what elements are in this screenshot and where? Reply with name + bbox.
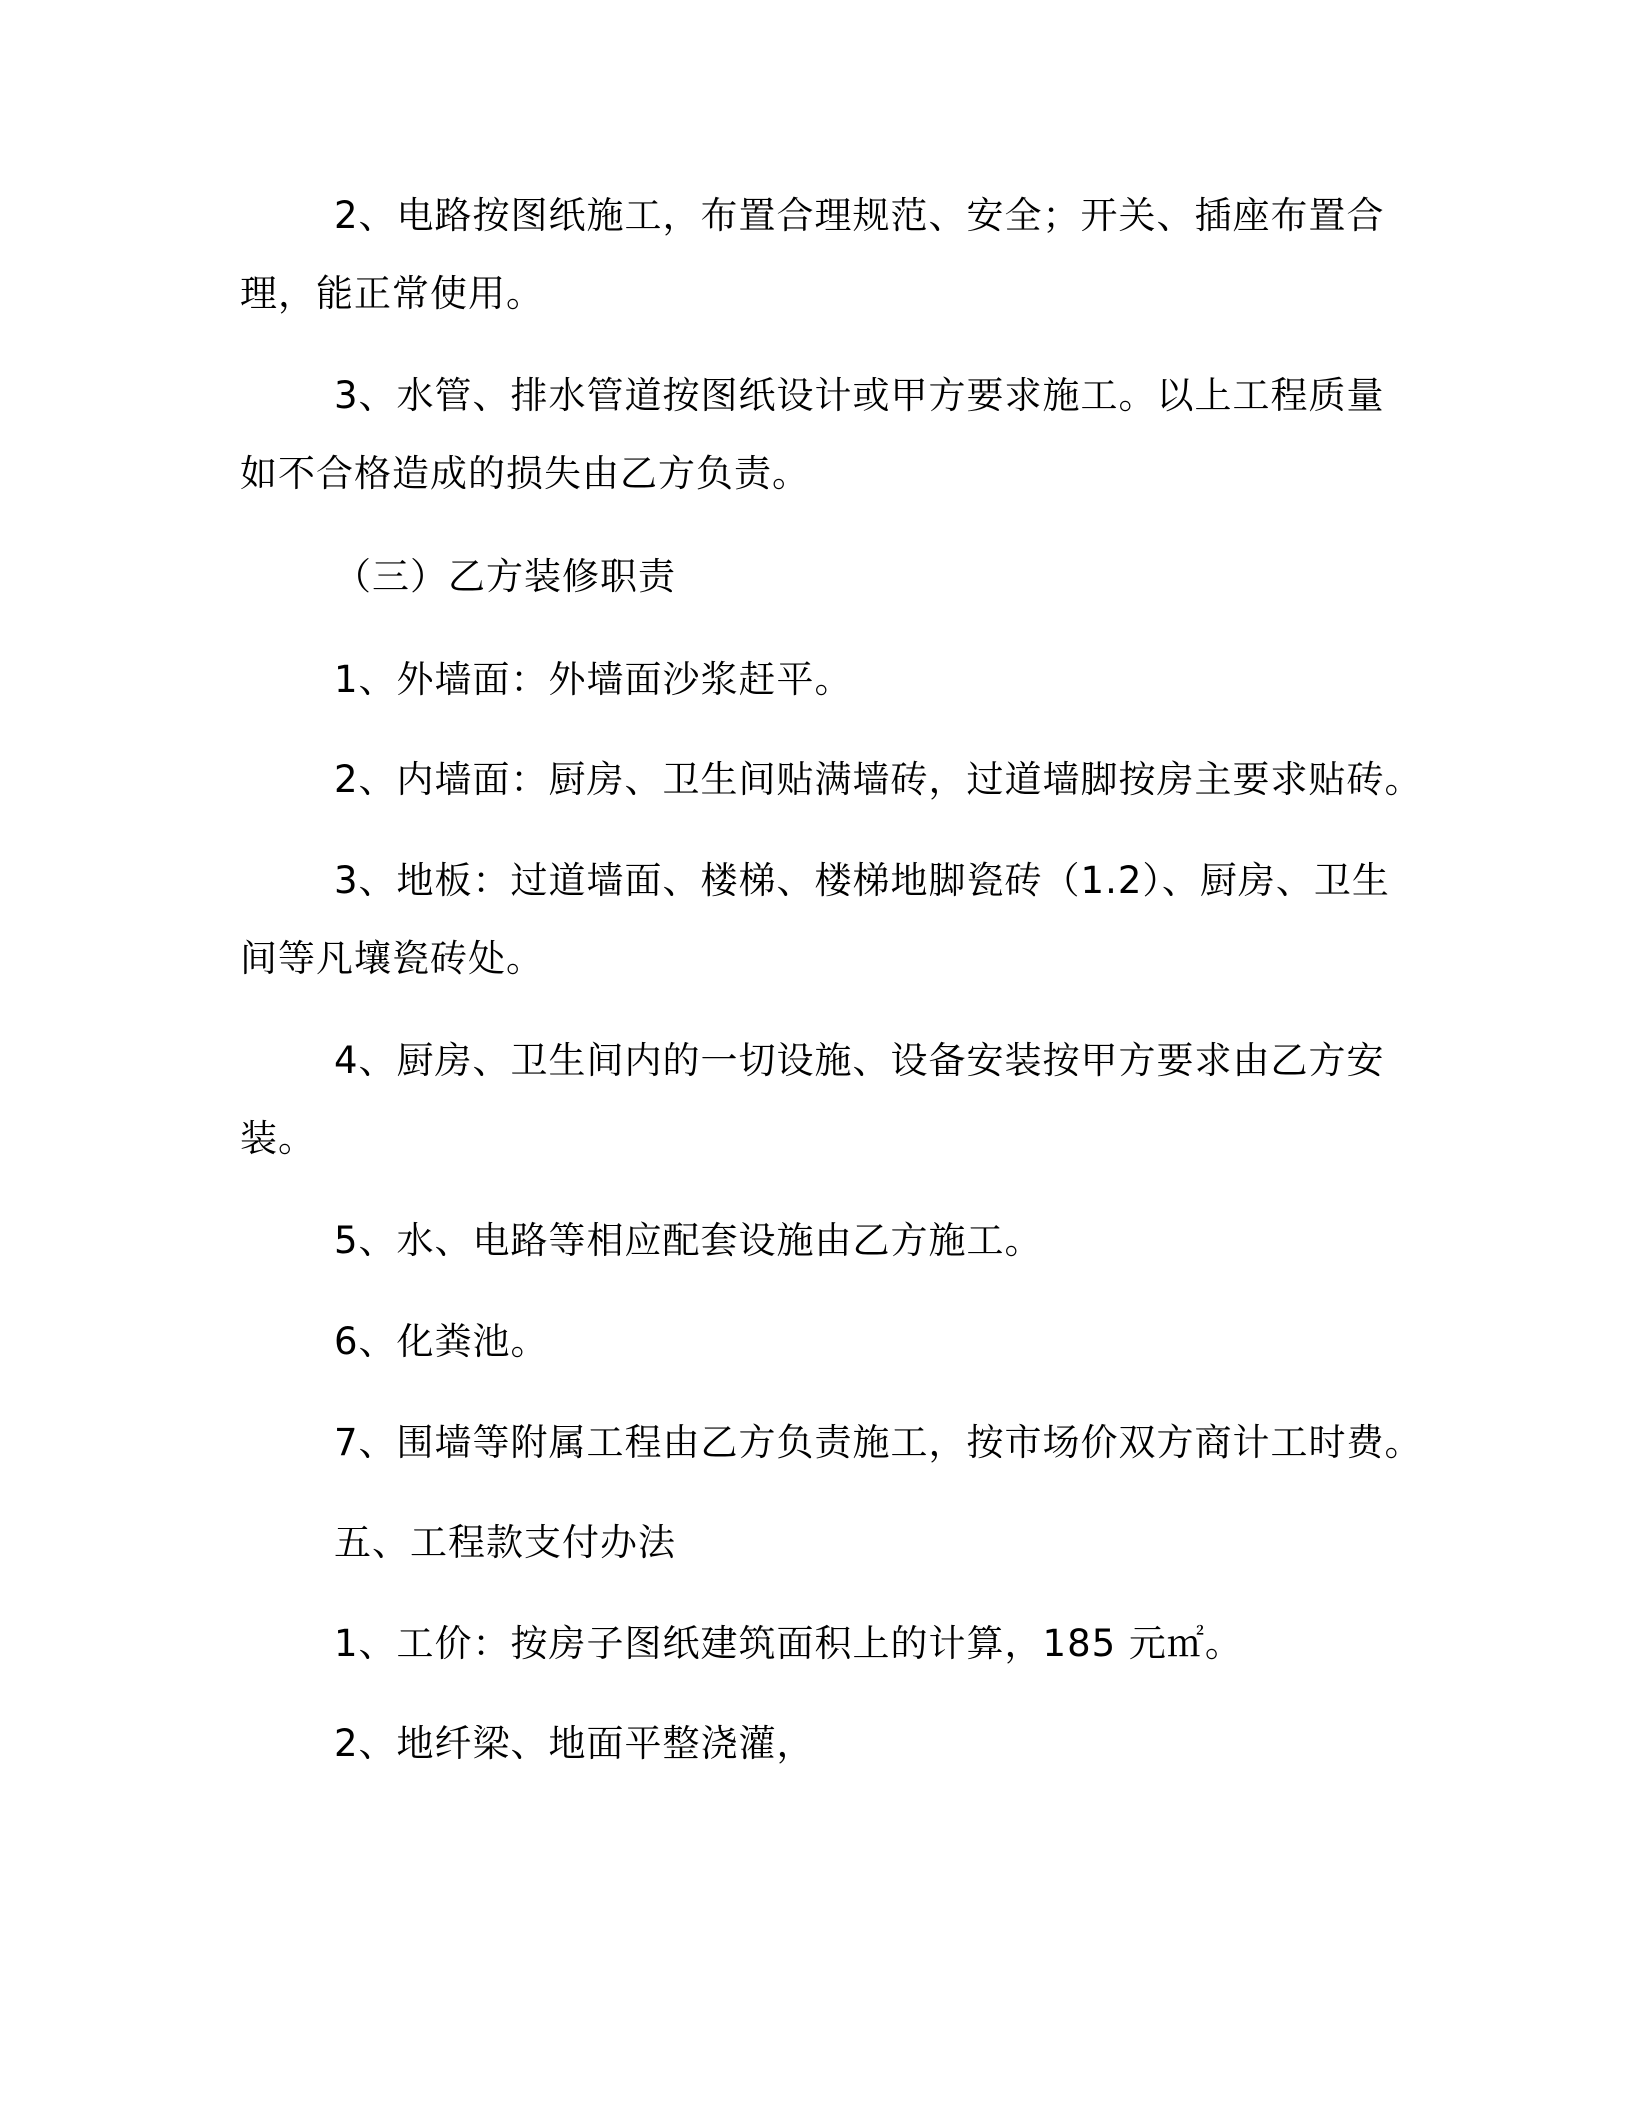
paragraph-fence: 7、围墙等附属工程由乙方负责施工，按市场价双方商计工时费。 [334, 1421, 1423, 1464]
paragraph-flooring: 3、地板：过道墙面、楼梯、楼梯地脚瓷砖（1.2）、厨房、卫生间等凡壤瓷砖处。 [240, 859, 1390, 980]
section-heading-payment: 五、工程款支付办法 [334, 1521, 676, 1564]
paragraph-plumbing: 3、水管、排水管道按图纸设计或甲方要求施工。以上工程质量如不合格造成的损失由乙方负责。 [240, 374, 1385, 495]
paragraph-electrical: 2、电路按图纸施工，布置合理规范、安全；开关、插座布置合理，能正常使用。 [240, 194, 1385, 315]
paragraph-kitchen-bathroom: 4、厨房、卫生间内的一切设施、设备安装按甲方要求由乙方安装。 [240, 1039, 1385, 1160]
paragraph-ground-beam: 2、地纤梁、地面平整浇灌， [334, 1722, 815, 1765]
paragraph-exterior-wall: 1、外墙面：外墙面沙浆赶平。 [334, 658, 853, 701]
paragraph-utilities: 5、水、电路等相应配套设施由乙方施工。 [334, 1219, 1043, 1262]
paragraph-septic-tank: 6、化粪池。 [334, 1320, 549, 1363]
paragraph-interior-wall: 2、内墙面：厨房、卫生间贴满墙砖，过道墙脚按房主要求贴砖。 [334, 758, 1423, 801]
paragraph-unit-price: 1、工价：按房子图纸建筑面积上的计算，185 元㎡。 [334, 1622, 1243, 1665]
section-heading-party-b-duties: （三）乙方装修职责 [334, 555, 676, 598]
